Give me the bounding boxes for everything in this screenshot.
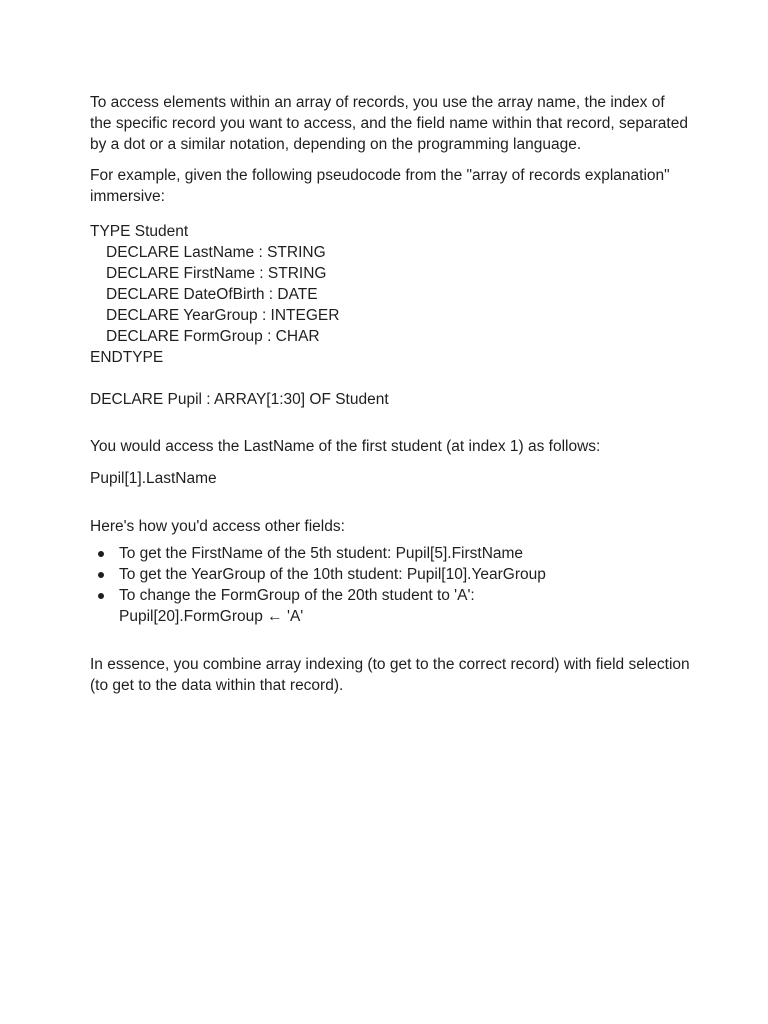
list-item-text: To get the FirstName of the 5th student: Pupil[5].FirstName [119, 545, 524, 562]
access-expression: Pupil[1].LastName [90, 470, 217, 487]
array-declaration-line: DECLARE Pupil : ARRAY[1:30] OF Student [90, 391, 389, 408]
example-intro-paragraph: For example, given the following pseudocode from the "array of records explanation" immersive: [90, 167, 670, 205]
list-item-text: To get the YearGroup of the 10th student: Pupil[10].YearGroup [119, 566, 546, 583]
list-item-text: To change the FormGroup of the 20th student to 'A': [119, 587, 475, 604]
bullet-icon [98, 572, 104, 578]
type-declaration-line: TYPE Student [90, 223, 189, 240]
bullet-icon [98, 593, 104, 599]
pseudocode-block [90, 221, 690, 410]
field-declaration-line: DECLARE DateOfBirth : DATE [106, 286, 318, 303]
list-item-continuation: Pupil[20].FormGroup ← 'A' [119, 608, 304, 625]
list-item [90, 585, 690, 627]
blank-line [90, 368, 690, 389]
document-body [90, 92, 690, 696]
list-item [90, 543, 690, 564]
field-declaration-line: DECLARE LastName : STRING [106, 244, 326, 261]
conclusion-paragraph: In essence, you combine array indexing (to get to the correct record) with field selection (to get to the data within that record). [90, 656, 690, 694]
field-declaration-line: DECLARE YearGroup : INTEGER [106, 307, 340, 324]
endtype-line: ENDTYPE [90, 349, 164, 366]
intro-paragraph: To access elements within an array of records, you use the array name, the index of the specific record you want to access, and the field name within that record, separated by a dot or a similar notation, depending on the programming language. [90, 94, 688, 153]
bullet-icon [98, 551, 104, 557]
access-intro-paragraph: You would access the LastName of the first student (at index 1) as follows: [90, 438, 601, 455]
examples-bullet-list [90, 543, 690, 627]
field-declaration-line: DECLARE FormGroup : CHAR [106, 328, 320, 345]
field-declaration-line: DECLARE FirstName : STRING [106, 265, 327, 282]
other-fields-intro-paragraph: Here's how you'd access other fields: [90, 518, 345, 535]
list-item [90, 564, 690, 585]
